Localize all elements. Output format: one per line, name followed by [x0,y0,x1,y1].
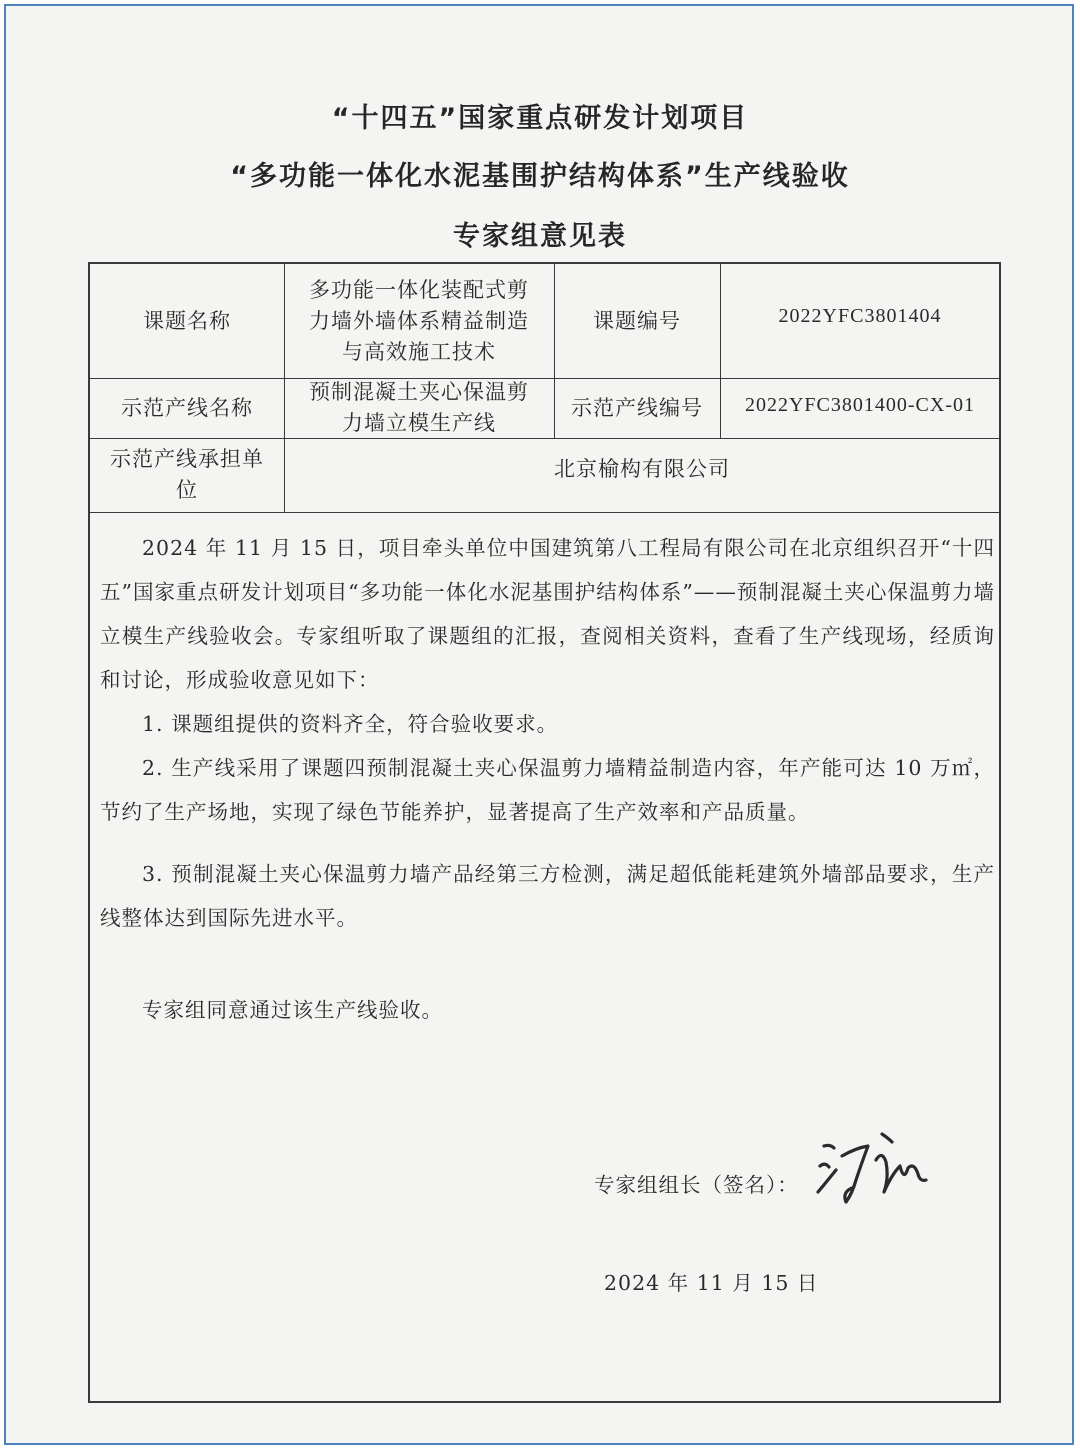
opinion-item-3: 3. 预制混凝土夹心保温剪力墙产品经第三方检测，满足超低能耗建筑外墙部品要求，生产线整体达到国际先进水平。 [100,862,995,930]
title-line-2: “多功能一体化水泥基围护结构体系”生产线验收 [230,161,850,192]
topic-name-value-line: 力墙外墙体系精益制造 [309,308,529,333]
signature-mark [812,1122,932,1212]
topic-name-value-line: 多功能一体化装配式剪 [309,277,529,302]
opinion-item-1: 1. 课题组提供的资料齐全，符合验收要求。 [142,712,559,736]
line-number-value: 2022YFC3801400-CX-01 [744,393,975,416]
signature-date: 2024 年 11 月 15 日 [604,1271,819,1295]
unit-value: 北京榆构有限公司 [554,456,730,481]
topic-number-value: 2022YFC3801404 [778,304,942,327]
topic-name-label: 课题名称 [143,308,231,333]
line-name-label: 示范产线名称 [121,395,253,420]
topic-name-value [284,270,554,372]
topic-number-label: 课题编号 [593,308,681,333]
line-name-value-line: 力墙立模生产线 [342,411,496,435]
opinion-conclusion: 专家组同意通过该生产线验收。 [142,998,443,1022]
line-name-value-line: 预制混凝土夹心保温剪 [309,380,529,404]
unit-label: 示范产线承担单位 [110,447,264,502]
table-row-divider [90,512,999,513]
line-name-value [284,378,554,438]
title-line-3: 专家组意见表 [453,221,627,252]
opinion-item-2: 2. 生产线采用了课题四预制混凝土夹心保温剪力墙精益制造内容，年产能可达 10 万㎡，节约了生产场地，实现了绿色节能养护，显著提高了生产效率和产品质量。 [100,756,995,824]
opinion-intro: 2024 年 11 月 15 日，项目牵头单位中国建筑第八工程局有限公司在北京组织召开“十四五”国家重点研发计划项目“多功能一体化水泥基围护结构体系”——预制混凝土夹心保温剪力墙立模生产线验收会。专家组听取了课题组的汇报，查阅相关资料，查看了生产线现场，经质询和讨论，形成验收意见如下： [100,536,995,692]
topic-name-value-line: 与高效施工技术 [342,339,496,364]
signature-label: 专家组组长（签名）： [594,1173,799,1197]
line-number-label: 示范产线编号 [571,395,703,420]
title-line-1: “十四五”国家重点研发计划项目 [331,103,749,134]
